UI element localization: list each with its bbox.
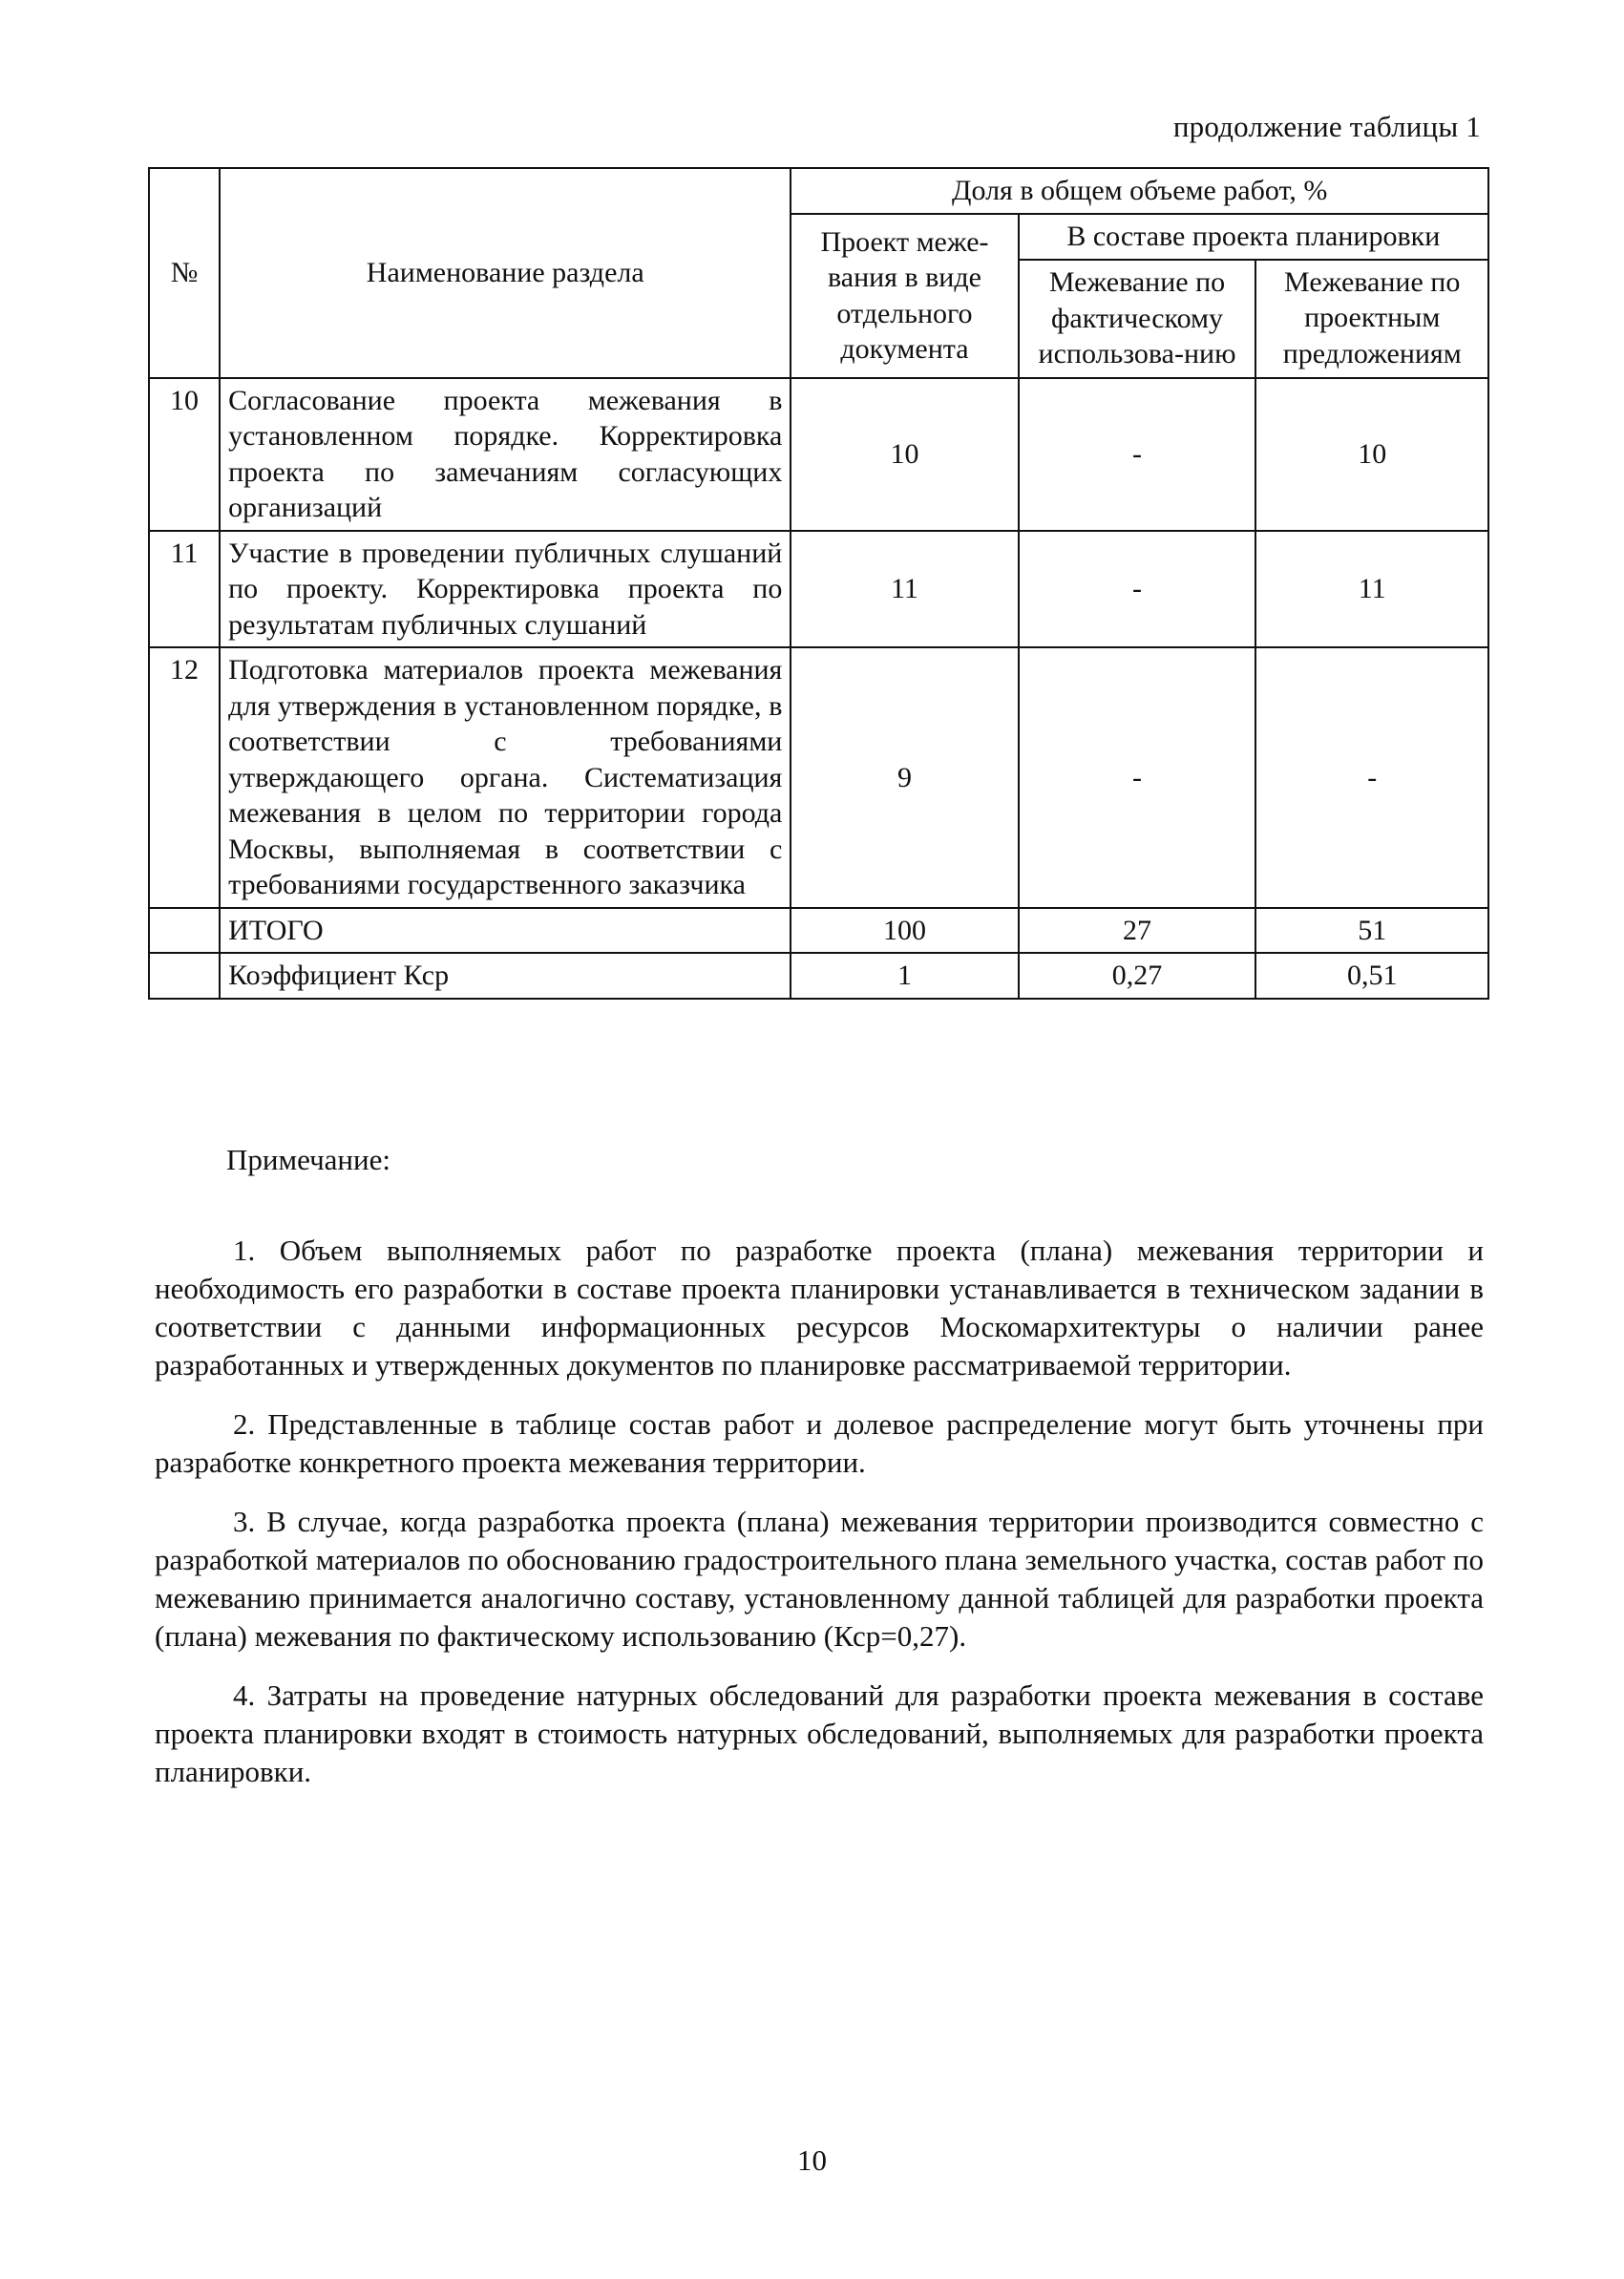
row-number: 10	[149, 378, 220, 531]
row-design-proposals-value: -	[1255, 647, 1488, 908]
row-number: 12	[149, 647, 220, 908]
table-row	[149, 378, 1488, 531]
column-header-actual-use: Межевание по фактическому использова-нию	[1019, 260, 1256, 378]
table-header-row-1	[149, 168, 1488, 214]
column-header-separate-document: Проект меже-вания в виде отдельного документа	[791, 214, 1018, 378]
column-header-section-name: Наименование раздела	[220, 168, 791, 378]
table-row	[149, 647, 1488, 908]
row-section-name: Подготовка материалов проекта межевания для утверждения в установленном порядке, в соответствии с требованиями утверждающего органа. Систематизация межевания в целом по территории города Москвы, выполняемая в соответствии с требованиями государственного заказчика	[220, 647, 791, 908]
column-header-in-planning-project: В составе проекта планировки	[1019, 214, 1488, 260]
work-share-table	[148, 167, 1489, 1000]
row-section-name: Участие в проведении публичных слушаний по проекту. Корректировка проекта по результатам публичных слушаний	[220, 531, 791, 648]
column-header-share: Доля в общем объеме работ, %	[791, 168, 1488, 214]
table-row	[149, 531, 1488, 648]
total-design-proposals-value: 51	[1255, 908, 1488, 954]
total-row	[149, 908, 1488, 954]
page-number: 10	[797, 2143, 827, 2177]
row-design-proposals-value: 10	[1255, 378, 1488, 531]
notes-title: Примечание:	[226, 1143, 390, 1176]
total-label: ИТОГО	[220, 908, 791, 954]
row-separate-value: 11	[791, 531, 1018, 648]
row-actual-use-value: -	[1019, 531, 1256, 648]
coefficient-label: Коэффициент Кср	[220, 953, 791, 999]
notes-section	[155, 1141, 1484, 1812]
column-header-number: №	[149, 168, 220, 378]
total-row-number-empty	[149, 908, 220, 954]
row-number: 11	[149, 531, 220, 648]
note-item: 3. В случае, когда разработка проекта (плана) межевания территории производится совместно с разработкой материалов по обоснованию градостроительного плана земельного участка, состав работ по межеванию принимается аналогично составу, установленному данной таблицей для разработки проекта (плана) межевания по фактическому использованию (Кср=0,27).	[155, 1505, 1484, 1653]
row-separate-value: 10	[791, 378, 1018, 531]
column-header-design-proposals: Межевание по проектным предложениям	[1255, 260, 1488, 378]
coefficient-actual-use-value: 0,27	[1019, 953, 1256, 999]
row-actual-use-value: -	[1019, 647, 1256, 908]
row-actual-use-value: -	[1019, 378, 1256, 531]
total-separate-value: 100	[791, 908, 1018, 954]
coefficient-row	[149, 953, 1488, 999]
total-actual-use-value: 27	[1019, 908, 1256, 954]
note-item: 1. Объем выполняемых работ по разработке проекта (плана) межевания территории и необходимость его разработки в составе проекта планировки устанавливается в техническом задании в соответствии с данными информационных ресурсов Москомархитектуры о наличии ранее разработанных и утвержденных документов по планировке рассматриваемой территории.	[155, 1234, 1484, 1382]
coefficient-design-proposals-value: 0,51	[1255, 953, 1488, 999]
row-separate-value: 9	[791, 647, 1018, 908]
table-continuation-label: продолжение таблицы 1	[1172, 110, 1481, 143]
coefficient-separate-value: 1	[791, 953, 1018, 999]
coefficient-row-number-empty	[149, 953, 220, 999]
row-section-name: Согласование проекта межевания в установленном порядке. Корректировка проекта по замечаниям согласующих организаций	[220, 378, 791, 531]
note-item: 2. Представленные в таблице состав работ и долевое распределение могут быть уточнены при разработке конкретного проекта межевания территории.	[155, 1407, 1484, 1479]
note-item: 4. Затраты на проведение натурных обследований для разработки проекта межевания в составе проекта планировки входят в стоимость натурных обследований, выполняемых для разработки проекта планировки.	[155, 1678, 1484, 1788]
row-design-proposals-value: 11	[1255, 531, 1488, 648]
